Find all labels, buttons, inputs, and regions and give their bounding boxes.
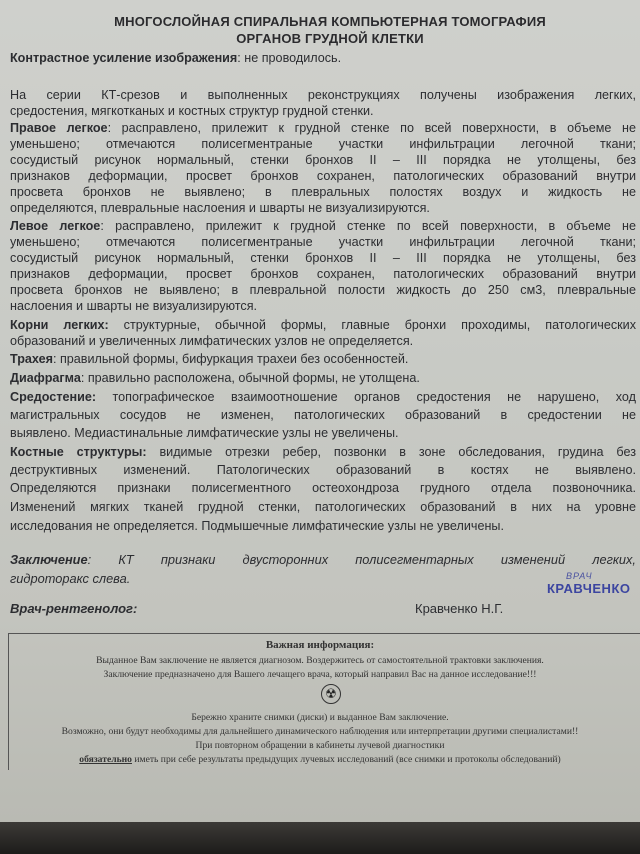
info-line-6-strong: обязательно bbox=[79, 754, 132, 765]
info-line-1: Выданное Вам заключение не является диагнозом. Воздержитесь от самостоятельной трактовки заключения. bbox=[96, 655, 544, 666]
conclusion-text-1: : КТ признаки двусторонних полисегментарных изменений легких, bbox=[87, 552, 636, 567]
info-line-6 bbox=[0, 754, 640, 765]
left-lung-label: Левое легкое bbox=[10, 219, 101, 233]
trachea-label: Трахея bbox=[10, 352, 53, 366]
left-lung-line-5: просвета бронхов не выявлено; в плевральной полости жидкость до 250 см3, плевральные bbox=[10, 283, 636, 297]
info-line-2: Заключение предназначено для Вашего лечащего врача, который направил Вас на данное исследование!!! bbox=[103, 669, 537, 680]
bones-line-5: исследования не определяется. Подмышечные лимфатические узлы не увеличены. bbox=[10, 519, 504, 533]
info-line-3: Бережно храните снимки (диски) и выданное Вам заключение. bbox=[191, 712, 449, 723]
roots-line-1 bbox=[10, 318, 636, 333]
table-surface bbox=[0, 822, 640, 854]
radiation-icon: ☢ bbox=[321, 684, 341, 704]
intro-line-1: На серии КТ-срезов и выполненных реконструкциях получены изображения легких, bbox=[10, 88, 636, 102]
right-lung-label: Правое легкое bbox=[10, 121, 108, 135]
bones-line-4: Изменений мягких тканей грудной стенки, патологических образований в них на уровне bbox=[10, 500, 636, 514]
contrast-value: : не проводилось. bbox=[237, 51, 342, 65]
right-lung-line-3: сосудистый рисунок нормальный, стенки бронхов II – III порядка не утолщены, без bbox=[10, 153, 636, 167]
mediastinum-label: Средостение: bbox=[10, 390, 97, 404]
intro-line-2: средостения, мягкотканых и костных структур грудной стенки. bbox=[10, 104, 374, 118]
trachea-line bbox=[10, 352, 636, 367]
info-title: Важная информация: bbox=[265, 639, 375, 651]
doctor-stamp: КРАВЧЕНКО bbox=[547, 581, 631, 596]
diaphragm-value: : правильно расположена, обычной формы, не утолщена. bbox=[80, 371, 420, 385]
info-line-5: При повторном обращении в кабинеты лучевой диагностики bbox=[195, 740, 445, 751]
left-lung-line-6: наслоения и шварты не визуализируются. bbox=[10, 299, 258, 313]
right-lung-line-4: признаков деформации, просвет бронхов сохранен, патологических образований внутри bbox=[10, 169, 636, 183]
mediastinum-text-1: топографическое взаимоотношение органов средостения не нарушено, ход bbox=[96, 390, 636, 404]
bones-line-1 bbox=[10, 445, 636, 460]
trachea-value: : правильной формы, бифуркация трахеи без особенностей. bbox=[52, 352, 409, 366]
right-lung-line-6: определяются, плевральные наслоения и шварты не визуализируются. bbox=[10, 201, 430, 215]
mediastinum-line-1 bbox=[10, 390, 636, 405]
left-lung-line-3: сосудистый рисунок нормальный, стенки бронхов II – III порядка не утолщены, без bbox=[10, 251, 636, 265]
doctor-label: Врач-рентгенолог: bbox=[10, 601, 138, 616]
bones-text-1: видимые отрезки ребер, позвонки в зоне обследования, грудина без bbox=[146, 445, 636, 459]
report-title-line1: МНОГОСЛОЙНАЯ СПИРАЛЬНАЯ КОМПЬЮТЕРНАЯ ТОМОГРАФИЯ bbox=[114, 14, 546, 29]
roots-line-2: образований и увеличенных лимфатических узлов не определяется. bbox=[10, 334, 414, 348]
conclusion-line-2: гидроторакс слева. bbox=[10, 571, 131, 586]
conclusion-label: Заключение bbox=[10, 552, 88, 567]
doctor-name: Кравченко Н.Г. bbox=[415, 601, 504, 616]
contrast-line bbox=[10, 51, 636, 66]
contrast-label: Контрастное усиление изображения bbox=[10, 51, 238, 65]
info-line-6-rest: иметь при себе результаты предыдущих лучевых исследований (все снимки и протоколы обследований) bbox=[131, 754, 561, 765]
stamp-caption: ВРАЧ bbox=[566, 571, 593, 581]
report-title-line2: ОРГАНОВ ГРУДНОЙ КЛЕТКИ bbox=[236, 31, 424, 46]
bones-label: Костные структуры: bbox=[10, 445, 147, 459]
diaphragm-label: Диафрагма bbox=[10, 371, 81, 385]
mediastinum-line-3: выявлено. Медиастинальные лимфатические узлы не увеличены. bbox=[10, 426, 399, 440]
roots-label: Корни легких: bbox=[10, 318, 109, 332]
conclusion-line-1 bbox=[10, 552, 636, 567]
right-lung-line-1 bbox=[10, 121, 636, 136]
right-lung-line-2: уменьшено; отмечаются полисегментраные участки инфильтрации легочной ткани; bbox=[10, 137, 636, 151]
right-lung-line-5: просвета бронхов не выявлено; в плевральных полостях воздух и жидкость не bbox=[10, 185, 636, 199]
roots-text-1: структурные, обычной формы, главные бронхи проходимы, патологических bbox=[108, 318, 636, 332]
info-line-4: Возможно, они будут необходимы для дальнейшего динамического наблюдения или интерпретации другими специалистами!! bbox=[61, 726, 579, 737]
left-lung-line-4: признаков деформации, просвет бронхов сохранен, патологических образований внутри bbox=[10, 267, 636, 281]
left-lung-line-2: уменьшено; отмечаются полисегментраные участки инфильтрации легочной ткани; bbox=[10, 235, 636, 249]
diaphragm-line bbox=[10, 371, 636, 386]
mediastinum-line-2: магистральных сосудов не изменен, патологических образований в средостении не bbox=[10, 408, 636, 422]
bones-line-2: деструктивных изменений. Патологических образований в костях не выявлено. bbox=[10, 463, 636, 477]
left-lung-line-1 bbox=[10, 219, 636, 234]
right-lung-text-1: : расправлено, прилежит к грудной стенке по всей поверхности, в объеме не bbox=[107, 121, 636, 135]
bones-line-3: Определяются признаки полисегментного остеохондроза грудного отдела позвоночника. bbox=[10, 481, 636, 495]
left-lung-text-1: : расправлено, прилежит к грудной стенке по всей поверхности, в объеме не bbox=[100, 219, 636, 233]
